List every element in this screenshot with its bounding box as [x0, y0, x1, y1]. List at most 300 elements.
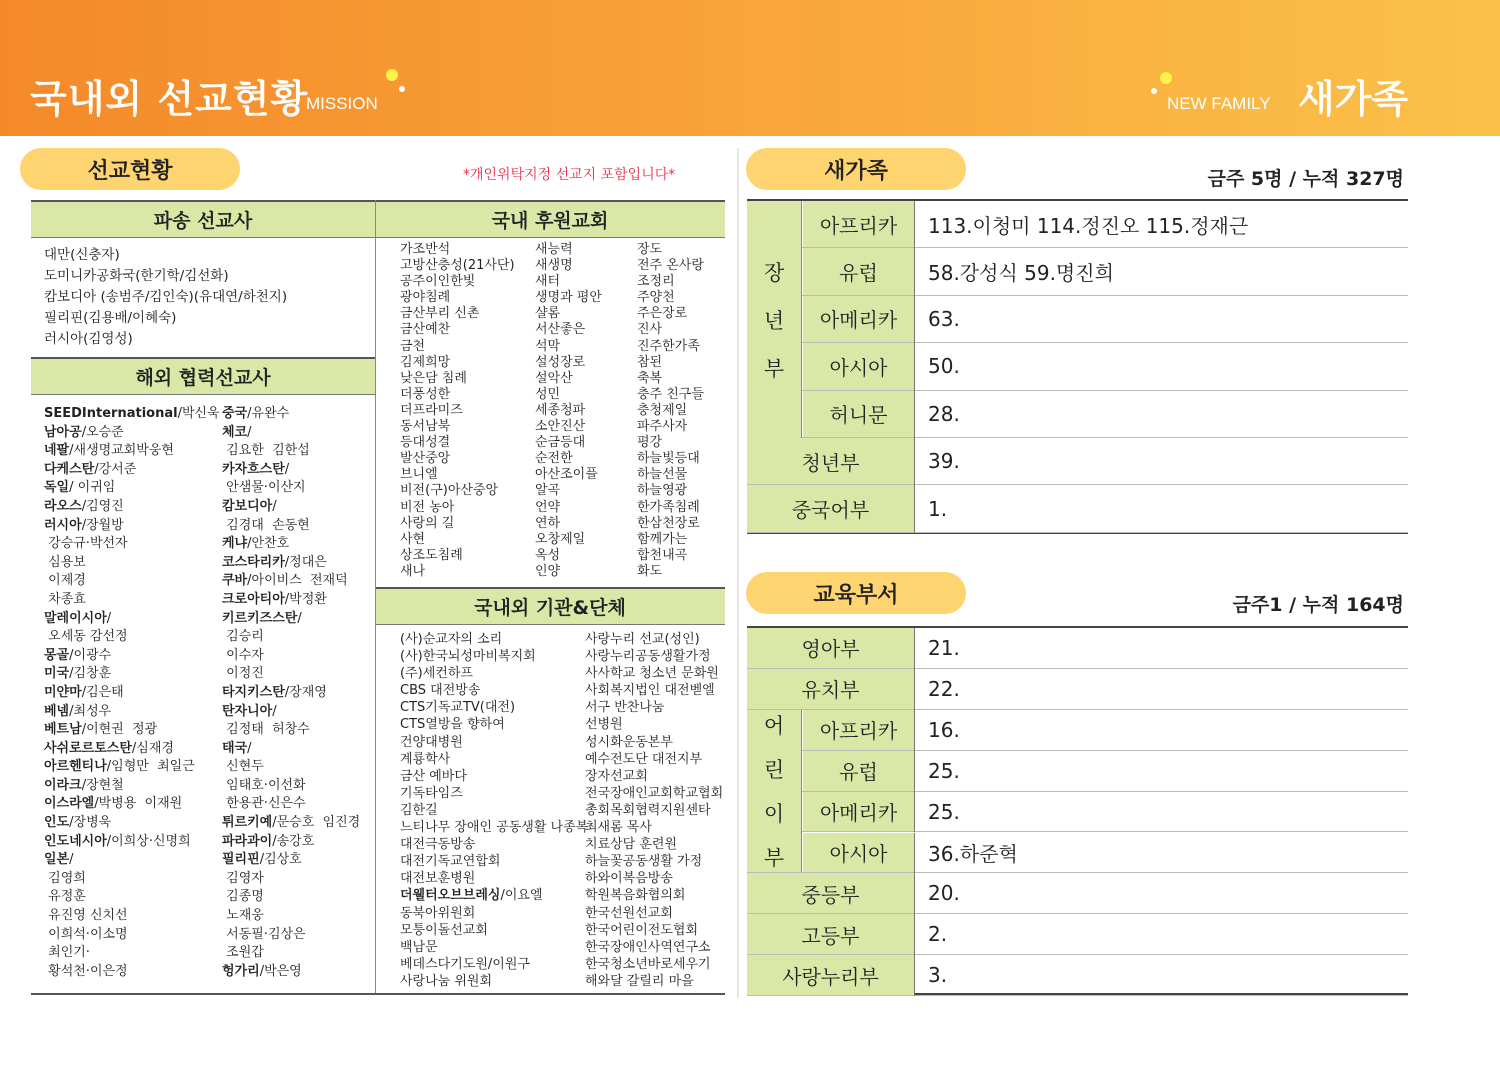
- group-label-char: 부: [763, 846, 785, 871]
- list-item: [44, 665, 220, 684]
- list-item: 진사: [637, 322, 663, 338]
- list-item-country: 네팔: [44, 443, 70, 459]
- list-item-name: / 이귀임: [69, 480, 116, 496]
- list-item: [44, 591, 220, 610]
- list-item: 하늘꽃공동생활 가정: [585, 854, 703, 870]
- list-item: 금산예찬: [400, 322, 451, 338]
- table-row: [747, 485, 1408, 532]
- list-item: 사랑의 길: [400, 515, 455, 531]
- list-item-name: 김승리: [222, 629, 264, 645]
- list-item: [400, 887, 588, 904]
- list-item-country: 말레이시아: [44, 610, 107, 626]
- list-item: 사사학교 청소년 문화원: [585, 666, 719, 682]
- list-item: [44, 461, 220, 480]
- list-item: [400, 836, 588, 853]
- row-value: 2.: [928, 922, 948, 947]
- list-item: 알곡: [535, 483, 561, 499]
- list-item: 서구 반찬나눔: [585, 700, 665, 716]
- list-item: 상조도침례: [400, 547, 463, 563]
- list-item-name: /장병욱: [69, 815, 112, 831]
- list-item-name: /최성우: [69, 703, 112, 719]
- cell-divider: [914, 201, 915, 248]
- table-row: [747, 628, 1408, 669]
- list-item: 광야침례: [400, 290, 451, 306]
- list-item: 축복: [637, 370, 663, 386]
- list-item-name: (주)세컨하프: [400, 666, 473, 682]
- row-category: 아메리카: [803, 792, 914, 832]
- list-item: 아산조이플: [535, 467, 598, 483]
- list-item: [222, 591, 360, 610]
- list-item-country: 헝가리: [222, 963, 260, 979]
- list-item: [222, 424, 360, 443]
- list-item: 공주이인한빛: [400, 274, 476, 290]
- mission-note: *개인위탁지정 선교지 포함입니다*: [463, 167, 676, 183]
- section-title-right: 새가족: [1297, 77, 1408, 121]
- list-item: [44, 703, 220, 722]
- list-item: [222, 926, 360, 945]
- decor-dot-icon: [1151, 88, 1157, 94]
- list-item: [222, 963, 360, 982]
- table-row: [747, 201, 1408, 248]
- list-item-country: 몽골: [44, 647, 70, 663]
- list-item: [222, 517, 360, 536]
- list-item: [222, 870, 360, 889]
- list-item: [222, 684, 360, 703]
- row-category: 고등부: [747, 914, 914, 954]
- page-title: 국내외 선교현황: [30, 77, 309, 121]
- cell-divider: [914, 669, 915, 710]
- list-item: 해와달 갈릴리 마을: [585, 973, 694, 989]
- list-item-name: 이희석·이소명: [44, 926, 128, 942]
- list-item: 샬롬: [535, 306, 561, 322]
- org-list-col2: [585, 631, 723, 990]
- list-item-name: 금산 예바다: [400, 768, 467, 784]
- list-item-name: 서동필·김상은: [222, 926, 306, 942]
- list-item-country: 캄보디아: [222, 498, 273, 514]
- list-item: 선병원: [585, 717, 623, 733]
- list-item: 소안진산: [535, 419, 586, 435]
- domestic-list-col2: [535, 242, 602, 580]
- list-item: 한국청소년바로세우기: [585, 956, 711, 972]
- list-item-country: 키르키즈스탄: [222, 610, 298, 626]
- list-item: [222, 944, 360, 963]
- list-item-name: /박병용 이재원: [94, 796, 183, 812]
- list-item-name: /박정환: [284, 591, 327, 607]
- group-label-children: [747, 710, 802, 873]
- list-item: [400, 870, 588, 887]
- list-item-name: /김은태: [81, 684, 124, 700]
- list-item-name: 안샘물·이산지: [222, 480, 306, 496]
- list-item: 한국어린이전도협회: [585, 922, 699, 938]
- list-item: 순금등대: [535, 435, 586, 451]
- table-bottom-rule: [31, 993, 725, 995]
- table-row: [747, 833, 1408, 874]
- list-item: 새능력: [535, 242, 573, 257]
- group-label-char: 이: [763, 802, 785, 827]
- list-item: 가조반석: [400, 242, 451, 257]
- group-label-youth: [747, 201, 802, 438]
- table-row: [747, 343, 1408, 390]
- list-item: [44, 814, 220, 833]
- list-item-name: 유진영 신치선: [44, 908, 128, 924]
- list-item-country: 미얀마: [44, 684, 82, 700]
- list-item-name: /오승준: [81, 424, 124, 440]
- table-row: [747, 391, 1408, 438]
- list-item-name: 기독타임즈: [400, 785, 463, 801]
- row-category: 유럽: [803, 751, 914, 791]
- list-item: 새생명: [535, 258, 573, 274]
- list-item: [222, 535, 360, 554]
- list-item-name: /이광수: [69, 647, 112, 663]
- list-item: 평강: [637, 435, 663, 451]
- list-item-country: 체코: [222, 424, 248, 440]
- row-category: 중국어부: [747, 485, 914, 531]
- list-item: 한삼천장로: [637, 515, 700, 531]
- list-item: [222, 721, 360, 740]
- row-category: 유럽: [803, 248, 914, 294]
- list-item-country: 아르헨티나: [44, 759, 107, 775]
- list-item: [222, 795, 360, 814]
- list-item: [400, 802, 588, 819]
- list-item: [400, 853, 588, 870]
- list-item-name: 임태호·이선화: [222, 777, 306, 793]
- list-item-name: 이정진: [222, 666, 264, 682]
- row-category: 아메리카: [803, 296, 914, 342]
- list-item-name: 오세동 감선정: [44, 629, 128, 645]
- row-category: 청년부: [747, 438, 914, 484]
- list-item: 러시아(김영성): [44, 331, 133, 347]
- list-item: 인양: [535, 563, 561, 579]
- list-item-name: /: [272, 498, 277, 514]
- row-value: 36.하준혁: [928, 841, 1018, 866]
- education-pill: 교육부서: [746, 572, 966, 614]
- list-item-name: 차종효: [44, 591, 86, 607]
- list-item: 한가족침례: [637, 499, 700, 515]
- list-item: [44, 684, 220, 703]
- row-category: 사랑누리부: [747, 955, 914, 995]
- list-item: 조정리: [637, 274, 675, 290]
- education-table: [747, 626, 1408, 995]
- list-item-name: /송강호: [272, 833, 315, 849]
- row-category: 아시아: [803, 833, 914, 873]
- list-item: [222, 703, 360, 722]
- row-category: 아시아: [803, 343, 914, 389]
- list-item: [222, 758, 360, 777]
- list-item-name: 모퉁이돌선교회: [400, 922, 488, 938]
- list-item: 더풍성한: [400, 386, 451, 402]
- list-item: [222, 740, 360, 759]
- list-item-name: /이희상·신명희: [106, 833, 191, 849]
- row-category: 아프리카: [803, 201, 914, 247]
- list-item: 생명과 평안: [535, 290, 602, 306]
- list-item: [400, 939, 588, 956]
- newfamily-pill: 새가족: [746, 148, 966, 190]
- row-value: 1.: [928, 496, 948, 521]
- list-item: 서산좋은: [535, 322, 586, 338]
- page-subtitle: MISSION: [306, 94, 378, 113]
- table-row: [747, 710, 1408, 751]
- list-item: [400, 922, 588, 939]
- list-item-name: CTS열방을 향하여: [400, 717, 505, 733]
- list-item-name: 대전극동방송: [400, 837, 476, 853]
- list-item: [222, 572, 360, 591]
- list-item-country: 사쉬로르토스탄: [44, 740, 132, 756]
- list-item-name: 김경대 손동현: [222, 517, 310, 533]
- sent-missionary-list: [44, 245, 287, 350]
- partner-list-col2: [222, 405, 360, 981]
- row-value: 25.: [928, 799, 960, 824]
- list-item-country: 러시아: [44, 517, 82, 533]
- list-item-name: /: [247, 424, 252, 440]
- list-item-country: 크로아티아: [222, 591, 285, 607]
- row-value: 58.강성식 59.명진희: [928, 261, 1114, 286]
- list-item: 화도: [637, 563, 663, 579]
- cell-divider: [914, 343, 915, 390]
- list-item: [44, 479, 220, 498]
- list-item: [400, 716, 588, 733]
- list-item-name: (사)순교자의 소리: [400, 632, 503, 647]
- group-label-char: 부: [763, 356, 785, 381]
- row-category: 허니문: [803, 391, 914, 437]
- list-item: [400, 956, 588, 973]
- row-value: 25.: [928, 758, 960, 783]
- list-item: [222, 442, 360, 461]
- list-item-name: /장재영: [284, 684, 327, 700]
- list-item: [44, 963, 220, 982]
- list-item: [222, 814, 360, 833]
- list-item-name: 대전보훈병원: [400, 871, 476, 887]
- list-item: [400, 785, 588, 802]
- list-item: 하늘선물: [637, 467, 688, 483]
- list-item: [44, 833, 220, 852]
- cell-divider: [914, 751, 915, 792]
- list-item: 석막: [535, 338, 561, 354]
- list-item-country: 남아공: [44, 424, 82, 440]
- list-item: [222, 610, 360, 629]
- list-item: 예수전도단 대전지부: [585, 751, 703, 767]
- list-item: 함께가는: [637, 531, 688, 547]
- education-stat: 금주1 / 누적 164명: [1232, 594, 1404, 616]
- column-divider: [375, 200, 376, 994]
- list-item-name: CBS 대전방송: [400, 683, 481, 699]
- cell-divider: [914, 438, 915, 485]
- list-item: 김제희망: [400, 354, 451, 370]
- cell-divider: [914, 485, 915, 532]
- list-item-name: 백남문: [400, 939, 438, 955]
- row-category: 유치부: [747, 669, 914, 709]
- list-item: [44, 572, 220, 591]
- table-row: [747, 248, 1408, 295]
- list-item: [44, 721, 220, 740]
- list-item-country: 인도네시아: [44, 833, 107, 849]
- cell-divider: [914, 296, 915, 343]
- list-item-country: 독일: [44, 480, 70, 496]
- list-item: 비전 농아: [400, 499, 455, 515]
- list-item: [44, 851, 220, 870]
- list-item: 비전(구)아산중앙: [400, 483, 499, 499]
- list-item: 설성장로: [535, 354, 586, 370]
- org-list-col1: [400, 631, 588, 990]
- list-item: [222, 647, 360, 666]
- list-item-name: /이현권 정광: [81, 722, 158, 738]
- row-value: 28.: [928, 401, 960, 426]
- list-item: [400, 973, 588, 990]
- list-item-country: 더웰터오브브레싱: [400, 888, 501, 904]
- list-item: 성민: [535, 386, 561, 402]
- list-item-name: 김영희: [44, 870, 86, 886]
- list-item-name: /장월방: [81, 517, 124, 533]
- cell-divider: [914, 955, 915, 996]
- section-divider: [737, 148, 739, 998]
- list-item: [222, 405, 360, 424]
- list-item: 설악산: [535, 370, 573, 386]
- group-label-char: 년: [763, 308, 785, 333]
- row-category: 중등부: [747, 873, 914, 913]
- list-item: [44, 517, 220, 536]
- list-item: 새나: [400, 563, 426, 579]
- list-item: 학원복음화협의회: [585, 888, 686, 904]
- domestic-church-header: 국내 후원교회: [375, 200, 725, 238]
- list-item: [400, 699, 588, 716]
- list-item-name: 김요한 김한섭: [222, 443, 310, 459]
- decor-dot-icon: [1160, 72, 1172, 84]
- list-item-name: /강서준: [94, 461, 137, 477]
- list-item-name: /: [106, 610, 112, 626]
- list-item-name: 신현두: [222, 759, 264, 775]
- list-item: 세종청파: [535, 402, 586, 418]
- newfamily-stat: 금주 5명 / 누적 327명: [1207, 168, 1404, 190]
- list-item-name: CTS기독교TV(대전): [400, 700, 516, 716]
- cell-divider: [914, 792, 915, 833]
- list-item-name: /: [284, 461, 290, 477]
- list-item: 언약: [535, 499, 561, 515]
- list-item-name: /장현철: [81, 777, 124, 793]
- list-item: [44, 777, 220, 796]
- list-item: [44, 610, 220, 629]
- list-item-name: /박은영: [259, 963, 302, 979]
- list-item-country: 다케스탄: [44, 461, 95, 477]
- list-item-country: 필리핀: [222, 852, 260, 868]
- list-item-name: /이요엘: [500, 888, 543, 904]
- list-item-country: 이라크: [44, 777, 82, 793]
- list-item-country: 라오스: [44, 498, 82, 514]
- list-item-name: /: [247, 740, 252, 756]
- sent-missionary-header: 파송 선교사: [31, 200, 375, 238]
- list-item-country: 코스타리카: [222, 554, 285, 570]
- list-item-country: SEEDInternational: [44, 406, 178, 421]
- list-item-name: 대전기독교연합회: [400, 854, 501, 870]
- row-value: 39.: [928, 449, 960, 474]
- list-item-country: 파라과이: [222, 833, 273, 849]
- list-item: 새터: [535, 274, 561, 290]
- list-item: 필리핀(김용배/이혜숙): [44, 310, 177, 326]
- table-row: [747, 955, 1408, 996]
- cell-divider: [914, 628, 915, 669]
- list-item-name: 노재웅: [222, 908, 264, 924]
- list-item: 하와이복음방송: [585, 871, 673, 887]
- list-item: [44, 647, 220, 666]
- list-item: [400, 631, 588, 648]
- list-item: 순전한: [535, 451, 573, 467]
- list-item: 등대성결: [400, 435, 451, 451]
- list-item: 성시화운동본부: [585, 734, 673, 750]
- list-item-country: 튀르키예: [222, 815, 273, 831]
- list-item: 사현: [400, 531, 426, 547]
- list-item-country: 카자흐스탄: [222, 461, 285, 477]
- list-item-name: 강승규·박선자: [44, 536, 128, 552]
- cell-divider: [914, 873, 915, 914]
- list-item: 도미니카공화국(한기학/김선화): [44, 268, 229, 284]
- table-row: [747, 792, 1408, 833]
- list-item: [44, 888, 220, 907]
- group-label-char: 어: [763, 714, 785, 739]
- list-item: 합천내곡: [637, 547, 688, 563]
- group-label-char: 장: [763, 260, 785, 285]
- list-item-country: 태국: [222, 740, 248, 756]
- list-item-name: 이수자: [222, 647, 264, 663]
- list-item: 진주한가족: [637, 338, 700, 354]
- list-item: 장자선교회: [585, 768, 648, 784]
- row-value: 16.: [928, 717, 960, 742]
- row-category: 영아부: [747, 628, 914, 668]
- list-item-name: /: [69, 852, 74, 868]
- list-item: 사랑누리 선교(성인): [585, 632, 700, 647]
- list-item: [222, 851, 360, 870]
- list-item-name: /정대은: [284, 554, 327, 570]
- list-item-country: 베넴: [44, 703, 70, 719]
- list-item: 하늘빛등대: [637, 451, 700, 467]
- table-row: [747, 669, 1408, 710]
- list-item: 옥성: [535, 547, 561, 563]
- list-item-name: /안찬호: [247, 536, 290, 552]
- domestic-list-col3: [637, 242, 704, 580]
- list-item: 사회복지법인 대전벧엘: [585, 683, 715, 699]
- list-item: [44, 870, 220, 889]
- list-item-name: /박신욱: [177, 406, 220, 421]
- list-item-country: 케냐: [222, 536, 248, 552]
- list-item: [44, 944, 220, 963]
- list-item-name: /김창훈: [69, 666, 112, 682]
- list-item-country: 미국: [44, 666, 70, 682]
- table-row: [747, 751, 1408, 792]
- list-item-country: 일본: [44, 852, 70, 868]
- cell-divider: [914, 914, 915, 955]
- list-item-name: 동북아위원회: [400, 905, 476, 921]
- list-item-name: /새생명교회박웅현: [69, 443, 174, 459]
- list-item-country: 중국: [222, 406, 248, 421]
- list-item: 충주 친구들: [637, 386, 704, 402]
- list-item-name: /임형만 최일근: [106, 759, 195, 775]
- list-item: 금산부리 신촌: [400, 306, 480, 322]
- list-item: [400, 819, 588, 836]
- row-value: 22.: [928, 676, 960, 701]
- list-item: [44, 554, 220, 573]
- list-item: 전주 온사랑: [637, 258, 704, 274]
- list-item: [400, 768, 588, 785]
- list-item: 오창제일: [535, 531, 586, 547]
- list-item-name: /김상호: [259, 852, 302, 868]
- list-item: 한국선원선교회: [585, 905, 673, 921]
- list-item-name: 심용보: [44, 554, 86, 570]
- partner-list-col1: [44, 405, 220, 981]
- list-item-name: 황석천·이은정: [44, 963, 128, 979]
- header-band: [0, 0, 1500, 136]
- mission-pill: 선교현황: [20, 148, 240, 190]
- decor-dot-icon: [386, 69, 398, 81]
- group-label-char: 린: [763, 758, 785, 783]
- list-item: 총회목회협력지원센타: [585, 802, 711, 818]
- list-item: [44, 740, 220, 759]
